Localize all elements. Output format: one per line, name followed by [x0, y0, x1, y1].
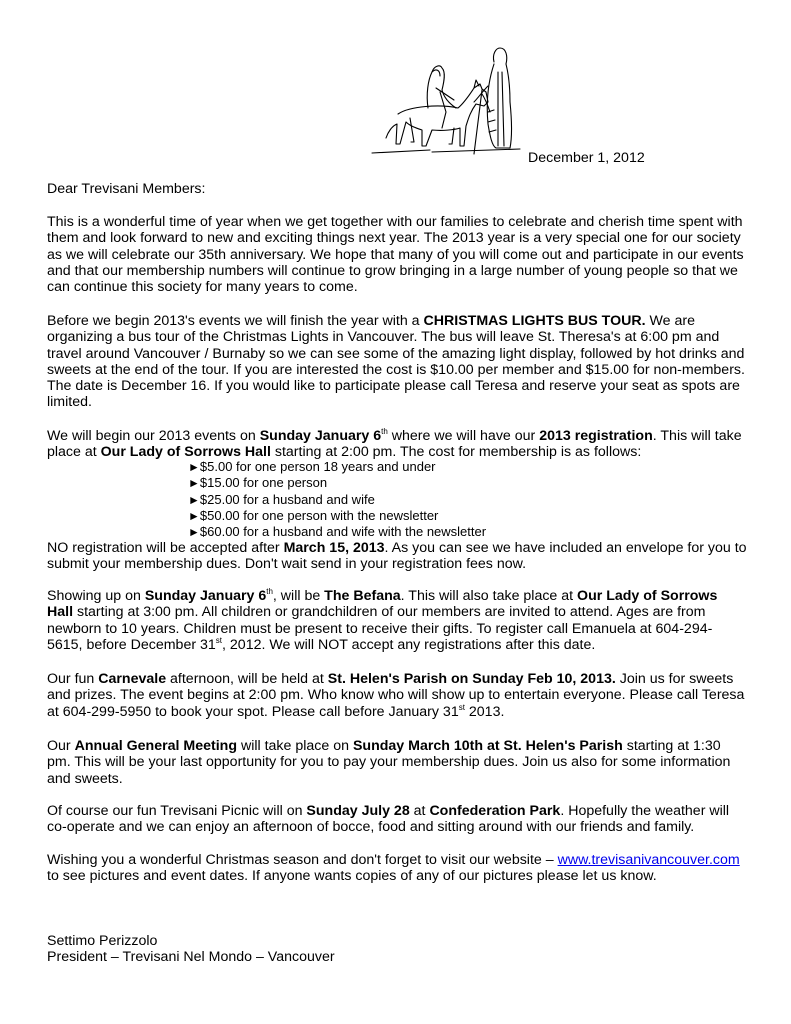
paragraph-carnevale: Our fun Carnevale afternoon, will be held at St. Helen's Parish on Sunday Feb 10, 2013. Join us for sweets and prizes. The event begins at 2:00 pm. Who know who will show up to entertain everyone. Please call Teresa at 604-299-5950 to book your spot. Please call before January 31st 2013. — [47, 671, 745, 720]
letter-date: December 1, 2012 — [528, 150, 645, 166]
arrow-right-icon: ► — [188, 460, 200, 474]
list-item: ►$50.00 for one person with the newsletter — [188, 507, 439, 523]
list-item: ►$15.00 for one person — [188, 475, 328, 491]
paragraph-agm: Our Annual General Meeting will take place on Sunday March 10th at St. Helen's Parish starting at 1:30 pm. This will be your last opportunity for you to pay your membership dues. Join us also for some information and sweets. — [47, 738, 731, 787]
paragraph-picnic: Of course our fun Trevisani Picnic will on Sunday July 28 at Confederation Park. Hopefully the weather will co-operate and we can enjoy an afternoon of bocce, food and sitting around with our friends and family. — [47, 803, 730, 836]
signature-name: Settimo Perizzolo — [47, 933, 158, 949]
salutation: Dear Trevisani Members: — [47, 181, 206, 197]
list-item: ►$5.00 for one person 18 years and under — [188, 459, 436, 474]
arrow-right-icon: ► — [188, 508, 200, 523]
list-item: ►$60.00 for a husband and wife with the newsletter — [188, 524, 487, 540]
arrow-right-icon: ► — [188, 492, 200, 507]
list-item: ►$25.00 for a husband and wife — [188, 491, 375, 507]
paragraph-registration: We will begin our 2013 events on Sunday January 6th where we will have our 2013 registration. This will take place at Our Lady of Sorrows Hall starting at 2:00 pm. The cost for membership is as follows: — [47, 427, 742, 461]
paragraph-bus-tour: Before we begin 2013's events we will finish the year with a CHRISTMAS LIGHTS BUS TOUR. We are organizing a bus tour of the Christmas Lights in Vancouver. The bus will leave St. Theresa's at 6:00 pm and travel around Vancouver / Burnaby so we can see some of the amazing light display, followed by hot drinks and sweets at the end of the tour. If you are interested the cost is $10.00 per member and $15.00 for non-members. The date is December 16. If you would like to participate please call Teresa and reserve your seat as spots are limited. — [47, 313, 745, 411]
paragraph-befana: Showing up on Sunday January 6th, will be The Befana. This will also take place at Our Lady of Sorrows Hall starting at 3:00 pm. All children or grandchildren of our members are invited to attend. Ages are from newborn to 10 years. Children must be present to receive their gifts. To register call Emanuela at 604-294-5615, before December 31st, 2012. We will NOT accept any registrations after this date. — [47, 587, 718, 653]
nativity-donkey-illustration — [370, 42, 530, 164]
paragraph-intro: This is a wonderful time of year when we get together with our families to celebrate and cherish time spent with them and look forward to new and exciting things next year. The 2013 year is a very special one for our society as we will celebrate our 35th anniversary. We hope that many of you will come out and participate in our events and that our membership numbers will continue to grow bringing in a large number of young people so that we can continue this society for many years to come. — [47, 214, 744, 296]
signature-title: President – Trevisani Nel Mondo – Vancouver — [47, 949, 335, 965]
arrow-right-icon: ► — [188, 476, 200, 491]
membership-fee-list — [188, 459, 486, 540]
paragraph-closing: Wishing you a wonderful Christmas season and don't forget to visit our website – www.trevisanivancouver.com to see pictures and event dates. If anyone wants copies of any of our pictures please let us know. — [47, 852, 740, 885]
paragraph-registration-deadline: NO registration will be accepted after March 15, 2013. As you can see we have included an envelope for you to submit your membership dues. Don't wait send in your registration fees now. — [47, 540, 747, 573]
website-link[interactable]: www.trevisanivancouver.com — [557, 852, 740, 868]
arrow-right-icon: ► — [188, 525, 200, 540]
bus-tour-heading: CHRISTMAS LIGHTS BUS TOUR. — [423, 313, 646, 329]
